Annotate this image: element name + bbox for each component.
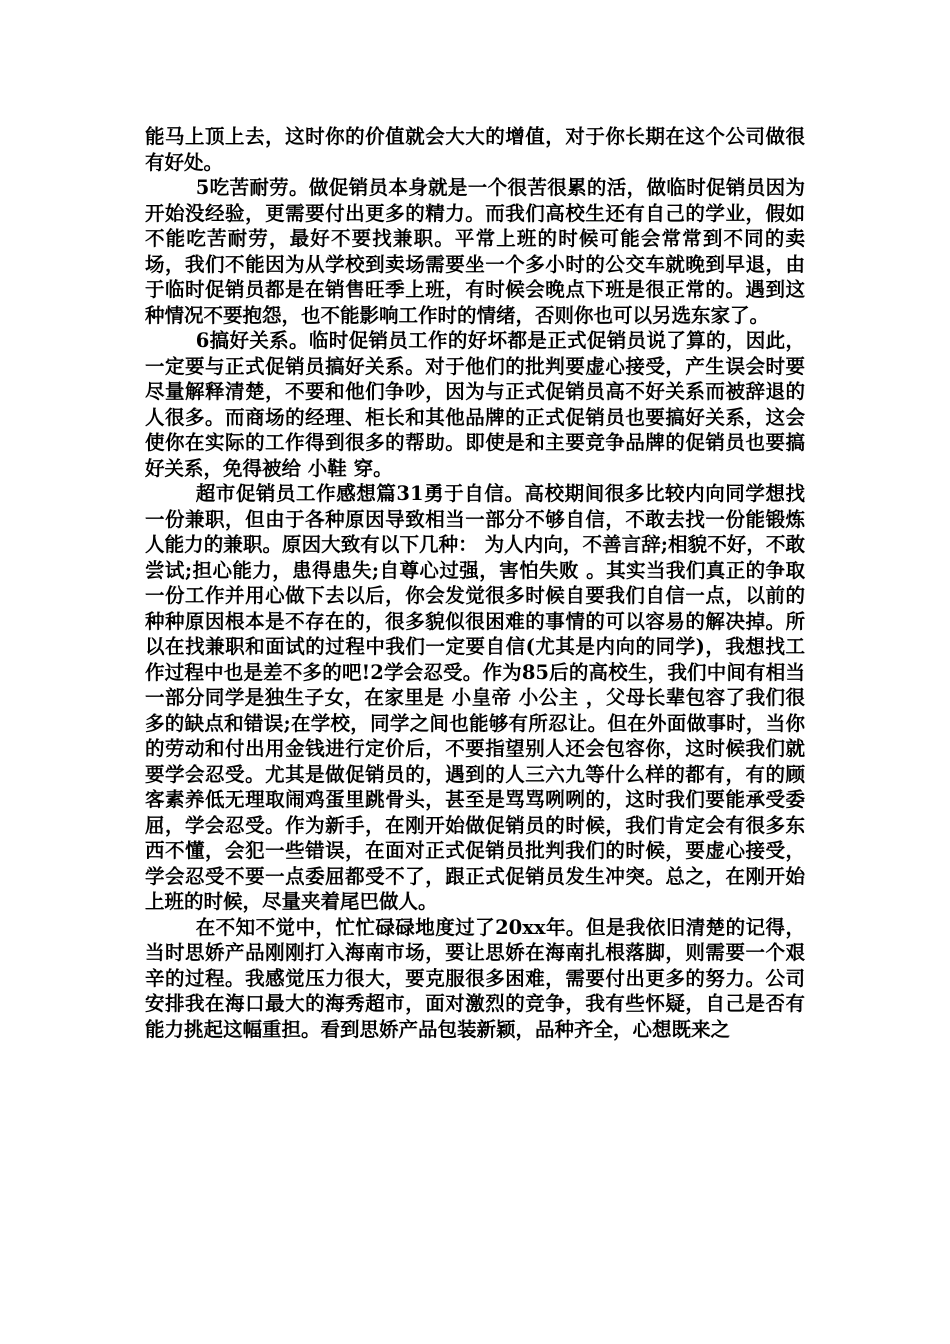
paragraph-2: 5吃苦耐劳。做促销员本身就是一个很苦很累的活，做临时促销员因为开始没经验，更需要付出更多的精力。而我们高校生还有自己的学业，假如不能吃苦耐劳，最好不要找兼职。平常上班的时候可能会常常到不同的卖场，我们不能因为从学校到卖场需要坐一个多小时的公交车就晚到早退，由于临时促销员都是在销售旺季上班，有时候会晚点下班是很正常的。遇到这种情况不要抱怨，也不能影响工作时的情绪，否则你也可以另选东家了。 [145, 176, 805, 327]
paragraph-5: 在不知不觉中，忙忙碌碌地度过了20xx年。但是我依旧清楚的记得，当时思娇产品刚刚打入海南市场，要让思娇在海南扎根落脚，则需要一个艰辛的过程。我感觉压力很大，要克服很多困难，需要付出更多的努力。公司安排我在海口最大的海秀超市，面对激烈的竞争，我有些怀疑，自己是否有能力挑起这幅重担。看到思娇产品包装新颖，品种齐全，心想既来之 [145, 915, 805, 1041]
paragraph-1: 能马上顶上去，这时你的价值就会大大的增值，对于你长期在这个公司做很有好处。 [145, 125, 805, 174]
document-page [145, 124, 805, 1042]
paragraph-3: 6搞好关系。临时促销员工作的好坏都是正式促销员说了算的，因此，一定要与正式促销员搞好关系。对于他们的批判要虚心接受，产生误会时要尽量解释清楚，不要和他们争吵，因为与正式促销员高不好关系而被辞退的人很多。而商场的经理、柜长和其他品牌的正式促销员也要搞好关系，这会使你在实际的工作得到很多的帮助。即使是和主要竞争品牌的促销员也要搞好关系，免得被给 小鞋 穿。 [145, 329, 805, 480]
paragraph-4: 超市促销员工作感想篇31勇于自信。高校期间很多比较内向同学想找一份兼职，但由于各种原因导致相当一部分不够自信，不敢去找一份能锻炼人能力的兼职。原因大致有以下几种： 为人内向，不善言辞;相貌不好，不敢尝试;担心能力，患得患失;自尊心过强，害怕失败 。其实当我们真正的争取一份工作并用心做下去以后，你会发觉很多时候自要我们自信一点，以前的种种原因根本是不存在的，很多貌似很困难的事情的可以容易的解决掉。所以在找兼职和面试的过程中我们一定要自信(尤其是内向的同学)，我想找工作过程中也是差不多的吧!2学会忍受。作为85后的高校生，我们中间有相当一部分同学是独生子女，在家里是 小皇帝 小公主 ，父母长辈包容了我们很多的缺点和错误;在学校，同学之间也能够有所忍让。但在外面做事时，当你的劳动和付出用金钱进行定价后，不要指望别人还会包容你，这时候我们就要学会忍受。尤其是做促销员的，遇到的人三六九等什么样的都有，有的顾客素养低无理取闹鸡蛋里跳骨头，甚至是骂骂咧咧的，这时我们要能承受委屈，学会忍受。作为新手，在刚开始做促销员的时候，我们肯定会有很多东西不懂，会犯一些错误，在面对正式促销员批判我们的时候，要虚心接受，学会忍受不要一点委屈都受不了，跟正式促销员发生冲突。总之，在刚开始上班的时候，尽量夹着尾巴做人。 [145, 482, 805, 913]
